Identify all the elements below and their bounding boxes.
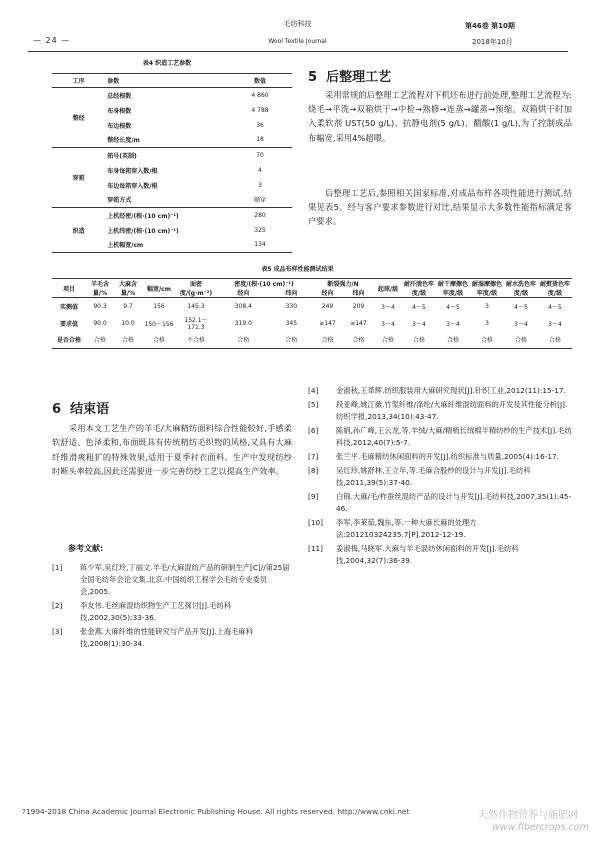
references-left [52, 562, 292, 652]
table5-cell: 330 [285, 302, 298, 310]
reference-item [308, 465, 572, 489]
table5-title: 表5 成品布样性能测试结果 [261, 266, 334, 273]
reference-number: [10] [308, 518, 323, 527]
table5-subheader: 纬向 [285, 290, 298, 297]
table4-param: 上机经密/(根·(10 cm)⁻¹) [107, 212, 179, 220]
table4-process: 织造 [72, 227, 85, 235]
table5-cell: 156 [153, 302, 165, 310]
table5 [52, 278, 572, 349]
table4-row [52, 148, 292, 163]
table5-cell: 合格 [548, 337, 561, 345]
reference-number: [5] [308, 400, 319, 409]
table4-param: 筘号(英制) [107, 152, 137, 160]
reference-text: 张金燕.大麻纤维的性能研究与产品开发[J].上海毛麻科技,2008(1):30-34. [80, 627, 254, 648]
table5-cell: 145.3 [187, 302, 205, 310]
table4-param: 上机幅宽/cm [107, 242, 144, 250]
reference-text: 吴红玲,姚舒林,王立年,等.毛麻合股纱的设计与开发[J].毛纺科技,2011,39(5):37-40. [336, 466, 531, 487]
table4-value: 顺穿 [254, 197, 267, 205]
section6-heading [52, 398, 109, 417]
copyright-line: ?1994-2018 China Academic Journal Electronic Publishing House. All rights reserved. http://www.cnki.net [22, 807, 410, 816]
table4-param: 布身每筘穿入数/根 [107, 167, 158, 175]
table5-row-label: 要求值 [59, 320, 78, 328]
table5-cell: 合格 [121, 337, 134, 345]
reference-text: 姜淑梅,马晓军.大麻与羊毛混纺休闲面料的开发[J].毛纺科技,2004,32(7):36-39. [336, 544, 519, 565]
table5-cell: 90.3 [93, 302, 107, 310]
table5-cell: 152.1～171.3 [184, 317, 208, 331]
table4-header: 数值 [254, 78, 267, 85]
table5-row-label: 实测值 [59, 303, 78, 311]
table5-cell: 4～5 [548, 303, 562, 311]
reference-number: [3] [52, 627, 63, 636]
reference-item [308, 399, 572, 423]
reference-text: 白锦.大麻/毛/柞蚕丝混纺产品的设计与开发[J].毛纺科技,2007,35(1):45-46. [336, 492, 572, 513]
table4-value: 3 [258, 181, 262, 189]
table5-header: 大麻含量/% [118, 281, 137, 297]
table5-header: 耐水洗色牢度/级 [506, 281, 537, 297]
table5-cell: 合格 [285, 337, 298, 345]
table4-row [52, 208, 292, 223]
references-right [308, 385, 572, 569]
table5-cell: 345 [285, 319, 298, 327]
table4-value: 70 [256, 151, 264, 159]
table5-cell: 209 [352, 302, 365, 310]
section5-heading [308, 66, 391, 85]
table5-cell: 10.0 [121, 319, 135, 327]
table5-header: 项目 [62, 285, 75, 293]
table4-param: 布边根数 [107, 122, 132, 130]
table5-cell: 319.0 [234, 319, 252, 327]
table4-value: 134 [254, 241, 266, 249]
table4-row [52, 88, 292, 103]
table5-cell: 合格 [352, 337, 365, 345]
table5-cell: ≥147 [350, 319, 367, 327]
table4 [52, 73, 292, 253]
table4-header: 工序 [72, 78, 85, 85]
watermark-cn: 天然作物营养与施肥网 [478, 810, 578, 821]
table4-header: 参数 [107, 78, 120, 85]
table4-param: 穿筘方式 [107, 197, 132, 205]
table5-cell: 3～4 [548, 320, 562, 328]
watermark-url: www.fibercrops.com [492, 822, 589, 833]
table5-cell: 249 [321, 302, 334, 310]
table5-header: 耐熨烫色牢度/级 [540, 281, 571, 297]
table5-header: 耐汗渍色牢度/级 [404, 281, 435, 297]
table5-header: 耐干摩擦色牢度/级 [438, 281, 469, 297]
table5-cell: 4～5 [514, 303, 528, 311]
table5-row [52, 315, 572, 332]
section5-title: 后整理工艺 [326, 70, 392, 85]
table5-cell: 合格 [152, 337, 165, 345]
section5-para2: 后整理工艺后,参照相关国家标准,对成品布样各项性能进行测试,结果见表5。经与客户要求参数进行对比,结果显示大多数性能指标满足客户要求。 [308, 188, 572, 227]
table5-cell: 308.4 [234, 302, 252, 310]
reference-text: 陈娟,孙广峰,王云龙,等.羊绒/大麻/精梳长绒棉半精纺纱的生产技术[J].毛纺科技,2012,40(7):5-7. [336, 426, 572, 447]
reference-number: [4] [308, 386, 319, 395]
table4-value: 18 [256, 136, 264, 144]
table4-value: 4 788 [251, 106, 269, 114]
reference-number: [7] [308, 452, 319, 461]
table4-param: 布身根数 [107, 107, 132, 115]
table4-value: 325 [254, 226, 266, 234]
table5-cell: 90.0 [93, 319, 107, 327]
reference-text: 李军,李莱茹,魏东,等.一种大麻长麻的处理方法:201210324235.7[P].2012-12-19. [336, 518, 477, 539]
table5-cell: 不合格 [186, 337, 205, 345]
table5-subheader: 经向 [237, 290, 250, 297]
table5-cell: 合格 [514, 337, 527, 345]
section6-title: 结束语 [70, 402, 110, 417]
table4-value: 4 [258, 166, 262, 174]
table5-header: 耐湿摩擦色牢度/级 [472, 281, 503, 297]
reference-number: [2] [52, 601, 63, 610]
reference-item [52, 562, 292, 598]
table5-cell: 合格 [381, 337, 394, 345]
reference-number: [11] [308, 544, 323, 553]
table4-value: 36 [256, 121, 264, 129]
reference-item [308, 543, 572, 567]
table5-header: 面密度/(g·m⁻²) [179, 281, 213, 297]
table5-cell: 3 [485, 302, 489, 310]
reference-item [308, 425, 572, 449]
reference-item [308, 491, 572, 515]
table5-cell: 4～5 [446, 303, 460, 311]
table5-cell: 合格 [93, 337, 106, 345]
journal-title-cn: 毛纺科技 [283, 20, 312, 28]
table5-cell: 合格 [480, 337, 493, 345]
table5-cell: 3 [485, 319, 489, 327]
table4-param: 整经长度/m [107, 137, 140, 145]
reference-number: [6] [308, 426, 319, 435]
reference-text: 金淑秋,王革辉.纺织服装用大麻研究现状[J].针织工业,2012(11):15-17. [336, 386, 566, 395]
table4-param: 布边每筘穿入数/根 [107, 182, 158, 190]
table5-row [52, 298, 572, 315]
reference-item [52, 600, 292, 624]
reference-number: [1] [52, 563, 63, 572]
table5-header: 起球/级 [377, 285, 399, 293]
table5-subheader: 经向 [321, 290, 334, 297]
reference-text: 段亚峰,姚江薇.竹浆纤维/涤纶/大麻纤维混纺面料的开发及其性能分析[J].纺织学报,2013,34(10):43-47. [336, 400, 568, 421]
table5-row [52, 332, 572, 349]
issue-date: 2018年10月 [472, 38, 513, 46]
table5-cell: 合格 [237, 337, 250, 345]
reference-item [308, 517, 572, 541]
table5-cell: 合格 [412, 337, 425, 345]
table5-cell: 150～156 [144, 320, 174, 328]
reference-text: 蒋少军,吴红玲,丁丽文.羊毛/大麻混纺产品的研制生产[C]//第25届全国毛纺年会论文集.北京:中国纺织工程学会毛纺专业委员会,2005. [80, 563, 290, 596]
table5-header: 断裂强力/N [327, 281, 359, 288]
reference-number: [9] [308, 492, 319, 501]
table5-subheader: 纬向 [352, 290, 365, 297]
table5-header: 幅宽/cm [146, 285, 171, 293]
section6-para: 采用本文工艺生产的羊毛/大麻精纺面料综合性能较好,手感柔软舒适、色泽柔和,布面既具有传统精纺毛织物的风格,又具有大麻纤维滑爽粗犷的特殊效果,适用于夏季衬衣面料。生产中发现纺纱时断头率较高,因此还需要进一步完善纺纱工艺以提高生产效率。 [52, 423, 292, 477]
table5-cell: 9.7 [123, 302, 133, 310]
table4-process: 整经 [72, 115, 85, 122]
table5-cell: 3～4 [381, 320, 395, 328]
table4-value: 4 860 [251, 91, 269, 99]
table4-param: 上机纬密/(根·(10 cm)⁻¹) [107, 227, 179, 235]
table5-cell: 4～5 [412, 303, 426, 311]
references-heading: 参考文献: [68, 544, 104, 553]
section6-number: 6 [52, 402, 62, 417]
journal-title-en: Wool Textile Journal [268, 38, 327, 45]
reference-item [52, 626, 292, 650]
table4-title: 表4 织造工艺参数 [142, 60, 192, 67]
table5-cell: 3～4 [412, 320, 426, 328]
table4-value: 280 [254, 211, 266, 219]
section5-para1: 采用常规的后整理工艺流程对下机坯布进行前处理,整理工艺流程为:烧毛→平洗→双箱烘干→中检→熟修→连蒸→罐蒸→预缩。双箱烘干时加入柔软剂 UST(50 g/L)、抗静电剂(5 g/L)、醋酸(1 g/L),为了控制成品布幅宽,采用4%超喂。 [308, 90, 572, 143]
reference-number: [8] [308, 466, 319, 475]
table5-cell: 3～4 [381, 303, 395, 311]
page-number: — 24 — [33, 36, 71, 45]
reference-text: 李友伟.毛丝麻混纺织物生产工艺探讨[J].毛纺科技,2002,30(5):33-36. [80, 601, 232, 622]
table5-header: 羊毛含量/% [90, 281, 109, 297]
reference-text: 张兰平.毛麻精纺休闲面料的开发[J].纺织标准与质量,2005(4):16-17. [336, 452, 559, 461]
table5-cell: ≥147 [319, 319, 336, 327]
table5-cell: 合格 [321, 337, 334, 345]
reference-item [308, 451, 572, 463]
table5-cell: 合格 [446, 337, 459, 345]
table4-process: 穿筘 [72, 175, 85, 182]
header-rule [28, 51, 568, 52]
section5-number: 5 [308, 70, 318, 85]
issue-volume: 第46卷 第10期 [465, 22, 515, 30]
table4-param: 总经根数 [107, 92, 132, 100]
table5-row-label: 是否合格 [56, 337, 81, 345]
table5-cell: 3～4 [514, 320, 528, 328]
reference-item [308, 385, 572, 397]
table5-cell: 3～4 [446, 320, 460, 328]
table5-header: 密度/(根·(10 cm)⁻¹) [234, 281, 294, 288]
